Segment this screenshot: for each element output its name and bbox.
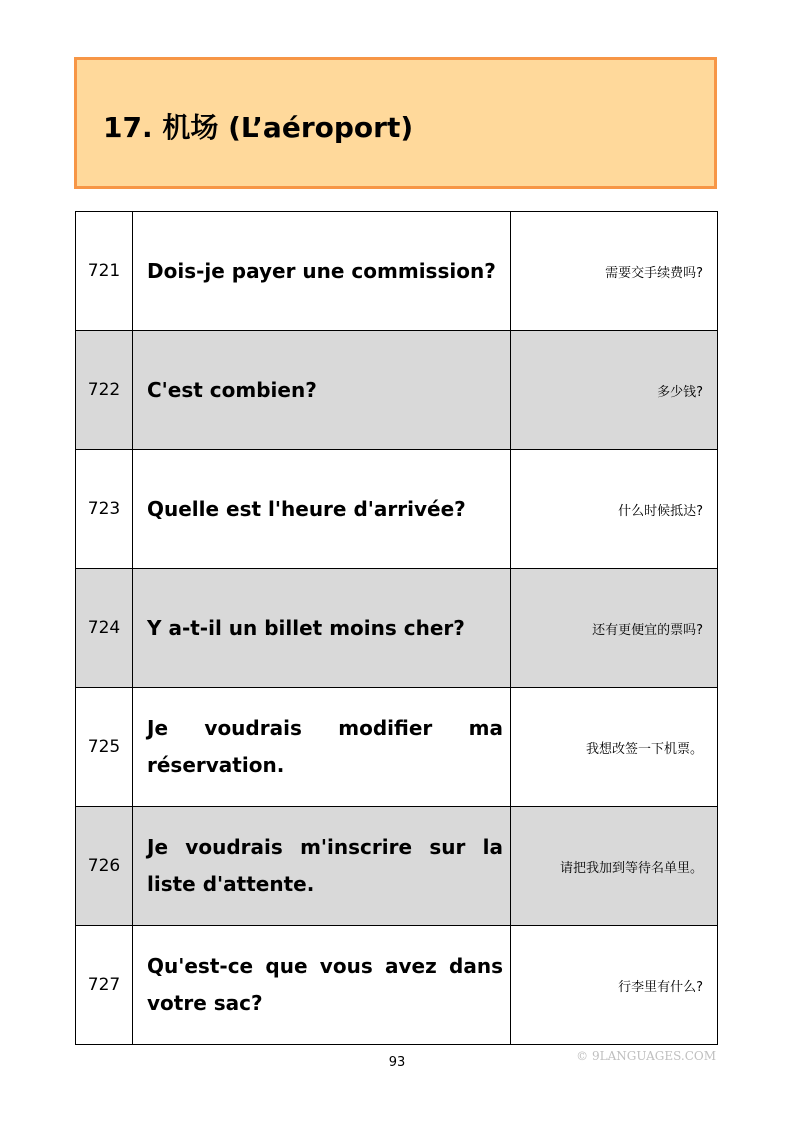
phrase-number: 726 <box>76 807 133 925</box>
table-row <box>76 212 717 331</box>
chinese-translation: 行李里有什么? <box>618 979 703 995</box>
phrase-number: 724 <box>76 569 133 687</box>
french-phrase: Je voudrais modifier ma réservation. <box>133 688 511 806</box>
table-row <box>76 331 717 450</box>
table-row <box>76 569 717 688</box>
chinese-translation: 多少钱? <box>657 384 703 400</box>
table-row <box>76 688 717 807</box>
chinese-translation: 需要交手续费吗? <box>605 265 703 281</box>
table-row <box>76 926 717 1045</box>
phrase-number: 727 <box>76 926 133 1044</box>
page-number: 93 <box>388 1055 406 1070</box>
french-phrase: Dois-je payer une commission? <box>133 212 511 330</box>
section-header <box>74 57 717 189</box>
table-row <box>76 450 717 569</box>
watermark: © 9LANGUAGES.COM <box>576 1049 716 1063</box>
phrase-number: 723 <box>76 450 133 568</box>
section-title: 17. 机场 (L’aéroport) <box>103 111 414 144</box>
table-row <box>76 807 717 926</box>
chinese-translation: 什么时候抵达? <box>618 503 703 519</box>
phrase-number: 725 <box>76 688 133 806</box>
french-phrase: C'est combien? <box>133 331 511 449</box>
phrase-table <box>75 211 718 1045</box>
phrase-number: 722 <box>76 331 133 449</box>
chinese-translation: 请把我加到等待名单里。 <box>559 860 703 876</box>
french-phrase: Y a-t-il un billet moins cher? <box>133 569 511 687</box>
french-phrase: Je voudrais m'inscrire sur la liste d'attente. <box>133 807 511 925</box>
chinese-translation: 还有更便宜的票吗? <box>592 622 703 638</box>
french-phrase: Quelle est l'heure d'arrivée? <box>133 450 511 568</box>
french-phrase: Qu'est-ce que vous avez dans votre sac? <box>133 926 511 1044</box>
chinese-translation: 我想改签一下机票。 <box>585 741 703 757</box>
phrase-number: 721 <box>76 212 133 330</box>
